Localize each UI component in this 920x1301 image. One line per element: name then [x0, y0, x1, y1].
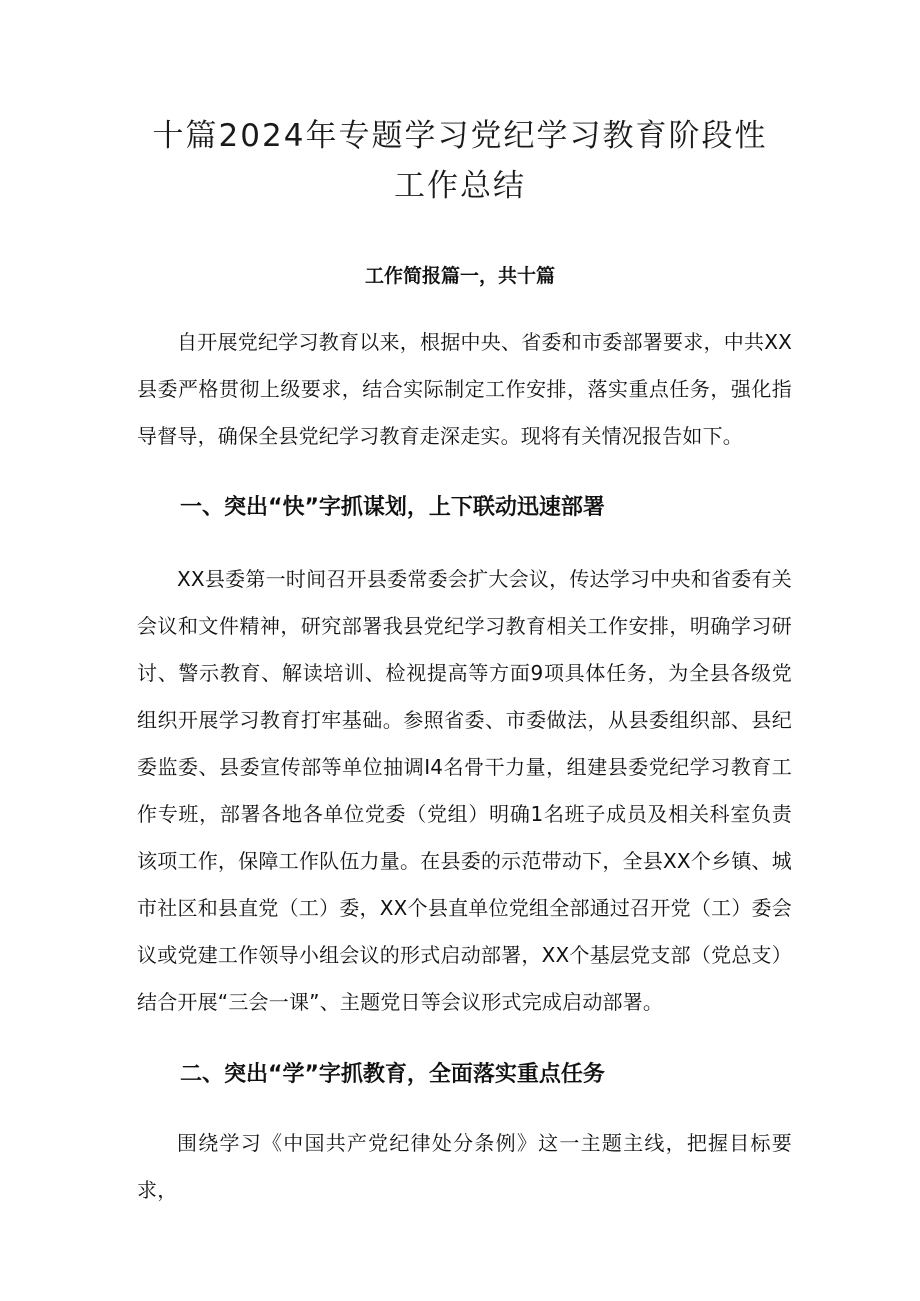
section-heading-2: 二、突出“学”字抓教育，全面落实重点任务 [180, 1062, 605, 1087]
paragraph-section-1: XX县委第一时间召开县委常委会扩大会议，传达学习中央和省委有关会议和文件精神，研究部署我县党纪学习教育相关工作安排，明确学习研讨、警示教育、解读培训、检视提高等方面9项具体任务，为全县各级党组织开展学习教育打牢基础。参照省委、市委做法，从县委组织部、县纪委监委、县委宣传部等单位抽调I4名骨干力量，组建县委党纪学习教育工作专班，部署各地各单位党委（党组）明确1名班子成员及相关科室负责该项工作，保障工作队伍力量。在县委的示范带动下，全县XX个乡镇、城市社区和县直党（工）委，XX个县直单位党组全部通过召开党（工）委会议或党建工作领导小组会议的形式启动部署，XX个基层党支部（党总支）结合开展“三会一课”、主题党日等会议形式完成启动部署。 [137, 567, 792, 1014]
document-title-line-1: 十篇2024年专题学习党纪学习教育阶段性 [152, 118, 768, 154]
paragraph-section-2: 围绕学习《中国共产党纪律处分条例》这一主题主线，把握目标要求， [137, 1131, 792, 1202]
paragraph-intro: 自开展党纪学习教育以来，根据中央、省委和市委部署要求，中共XX县委严格贯彻上级要求，结合实际制定工作安排，落实重点任务，强化指导督导，确保全县党纪学习教育走深走实。现将有关情况报告如下。 [137, 330, 792, 448]
document-title-line-2: 工作总结 [394, 168, 526, 204]
section-heading-1: 一、突出“快”字抓谋划，上下联动迅速部署 [180, 495, 605, 520]
document-subtitle: 工作简报篇一，共十篇 [364, 265, 555, 287]
